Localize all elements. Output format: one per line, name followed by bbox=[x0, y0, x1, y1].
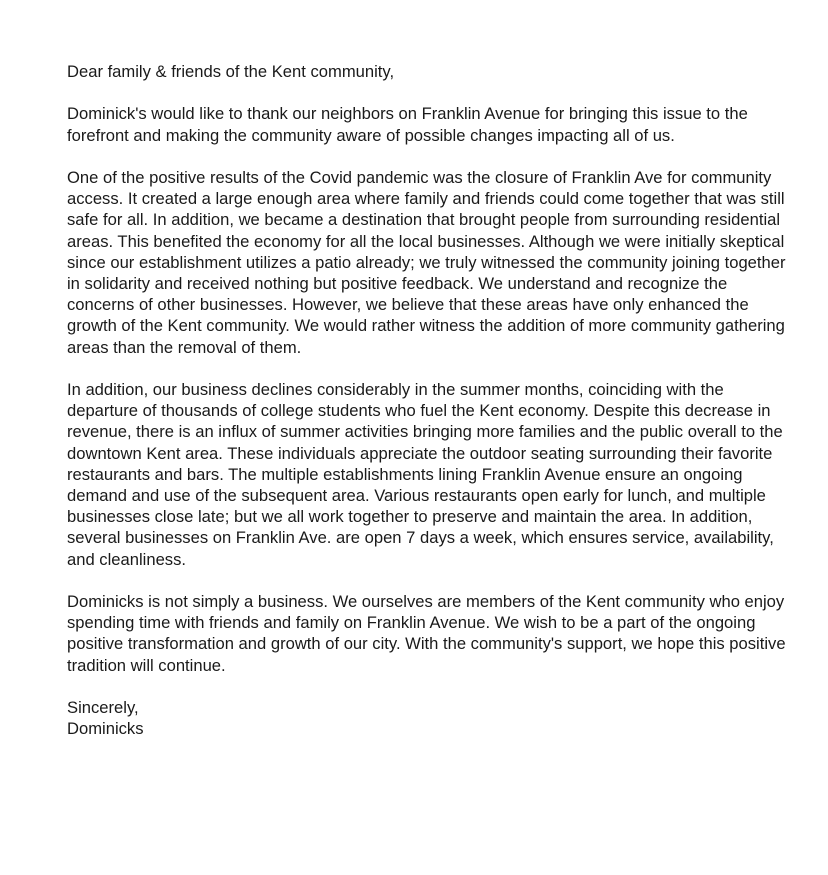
letter-body bbox=[67, 61, 792, 739]
salutation: Dear family & friends of the Kent community, bbox=[67, 62, 395, 81]
signature: Dominicks bbox=[67, 719, 144, 739]
closing: Sincerely, bbox=[67, 698, 139, 718]
paragraph-thanks: Dominick's would like to thank our neighbors on Franklin Avenue for bringing this issue to the forefront and making the community aware of possible changes impacting all of us. bbox=[67, 104, 748, 145]
closing-block bbox=[67, 697, 792, 739]
paragraph-covid-closure: One of the positive results of the Covid pandemic was the closure of Franklin Ave for community access. It created a large enough area where family and friends could come together that was still safe for all. In addition, we became a destination that brought people from surrounding residential areas. This benefited the economy for all the local businesses. Although we were initially skeptical since our establishment utilizes a patio already; we truly witnessed the community joining together in solidarity and received nothing but positive feedback. We understand and recognize the concerns of other businesses. However, we believe that these areas have only enhanced the growth of the Kent community. We would rather witness the addition of more community gathering areas than the removal of them. bbox=[67, 167, 786, 357]
paragraph-summer-business: In addition, our business declines considerably in the summer months, coinciding with the departure of thousands of college students who fuel the Kent economy. Despite this decrease in revenue, there is an influx of summer activities bringing more families and the public overall to the downtown Kent area. These individuals appreciate the outdoor seating surrounding their favorite restaurants and bars. The multiple establishments lining Franklin Avenue ensure an ongoing demand and use of the subsequent area. Various restaurants open early for lunch, and multiple businesses close late; but we all work together to preserve and maintain the area. In addition, several businesses on Franklin Ave. are open 7 days a week, which ensures service, availability, and cleanliness. bbox=[67, 380, 783, 569]
paragraph-community-members: Dominicks is not simply a business. We ourselves are members of the Kent community who enjoy spending time with friends and family on Franklin Avenue. We wish to be a part of the ongoing positive transformation and growth of our city. With the community's support, we hope this positive tradition will continue. bbox=[67, 592, 786, 675]
